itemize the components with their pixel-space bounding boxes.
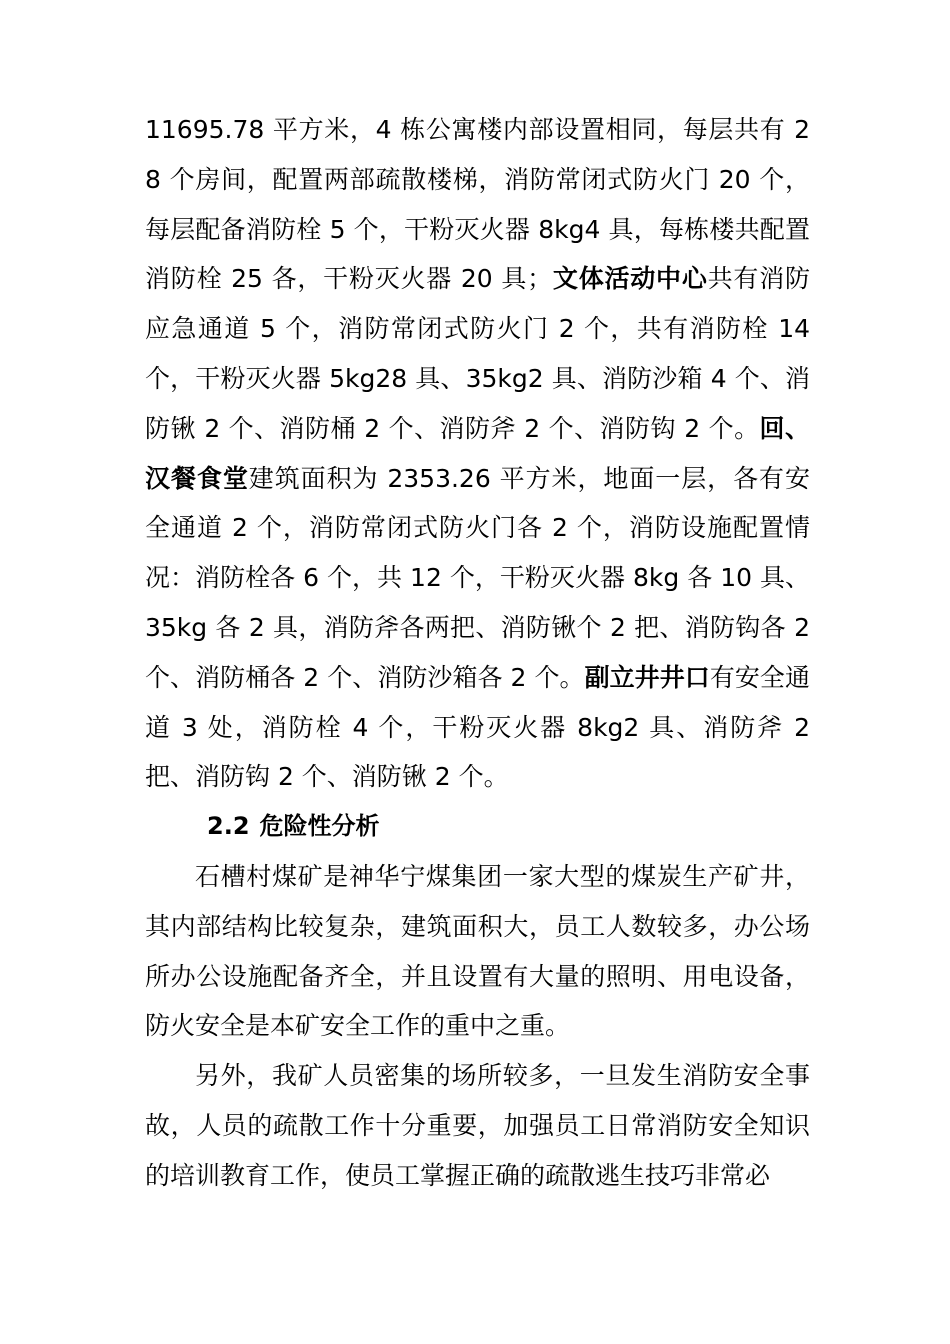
activity-center-label: 文体活动中心 (552, 264, 708, 294)
risk-paragraph-2: 另外，我矿人员密集的场所较多，一旦发生消防安全事故，人员的疏散工作十分重要，加强员工日常消防安全知识的培训教育工作，使员工掌握正确的疏散逃生技巧非常必 (145, 1061, 810, 1190)
section-title: 危险性分析 (259, 812, 380, 841)
risk-paragraph-1: 石槽村煤矿是神华宁煤集团一家大型的煤炭生产矿井，其内部结构比较复杂，建筑面积大，员工人数较多，办公场所办公设施配备齐全，并且设置有大量的照明、用电设备，防火安全是本矿安全工作的重中之重。 (145, 861, 810, 1041)
canteen-text: 建筑面积为 2353.26 平方米，地面一层，各有安全通道 2 个，消防常闭式防火门各 2 个，消防设施配置情况：消防栓各 6 个，共 12 个，干粉灭火器 8kg 各 10 具、35kg 各 2 具，消防斧各两把、消防锹个 2 把、消防钩各 2 个、消防桶各 2 个、消防沙箱各 2 个。 (145, 463, 810, 692)
shaft-text: 有安全通道 3 处，消防栓 4 个，干粉灭火器 8kg2 具、消防斧 2 把、消防钩 2 个、消防锹 2 个。 (145, 662, 810, 792)
canteen-label: 回、汉餐食堂 (145, 413, 810, 493)
shaft-label: 副立井井口 (584, 662, 710, 692)
activity-center-text: 共有消防应急通道 5 个，消防常闭式防火门 2 个，共有消防栓 14 个，干粉灭火器 5kg28 具、35kg2 具、消防沙箱 4 个、消防锹 2 个、消防桶 2 个、消防斧 2 个、消防钩 2 个。 (145, 264, 810, 443)
document-page (145, 105, 810, 1201)
apartment-text: 11695.78 平方米，4 栋公寓楼内部设置相同，每层共有 28 个房间，配置两部疏散楼梯，消防常闭式防火门 20 个，每层配备消防栓 5 个，干粉灭火器 8kg4 具，每栋楼共配置消防栓 25 各，干粉灭火器 20 具； (145, 115, 810, 294)
section-number: 2.2 (207, 812, 250, 841)
section-heading (145, 802, 810, 852)
facility-paragraph (145, 105, 810, 802)
